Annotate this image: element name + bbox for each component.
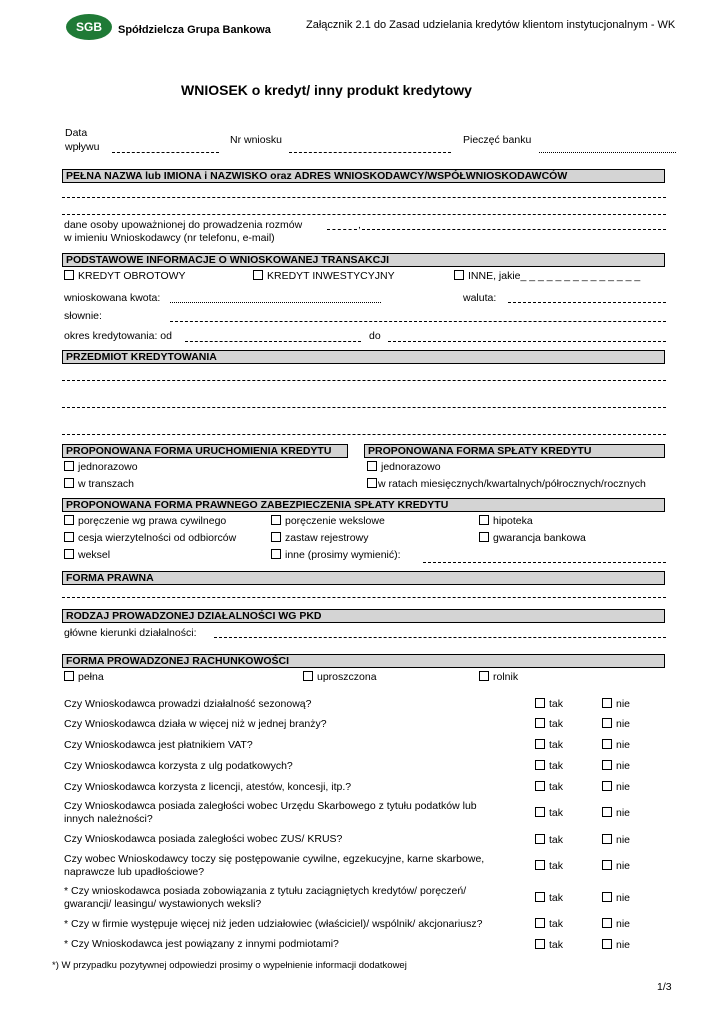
- answer-label: tak: [549, 718, 564, 730]
- q2-no[interactable]: [602, 718, 630, 730]
- period-from-field[interactable]: [185, 341, 361, 342]
- option-label: pełna: [78, 671, 104, 683]
- repay-heading: PROPONOWANA FORMA SPŁATY KREDYTU: [364, 444, 665, 458]
- checkbox[interactable]: [479, 532, 489, 542]
- answer-label: tak: [549, 781, 564, 793]
- checkbox[interactable]: [602, 939, 612, 949]
- period-to-label: do: [369, 330, 381, 342]
- currency-field[interactable]: [508, 302, 666, 303]
- subject-line-1[interactable]: [62, 380, 666, 381]
- question-8: Czy wobec Wnioskodawcy toczy się postępowanie cywilne, egzekucyjne, karne skarbowe, naprawcze lub upadłościowe?: [64, 853, 485, 878]
- question-3: Czy Wnioskodawca jest płatnikiem VAT?: [64, 739, 253, 751]
- page-title: WNIOSEK o kredyt/ inny produkt kredytowy: [181, 82, 472, 98]
- stamp-field[interactable]: [539, 152, 676, 153]
- checkbox[interactable]: [64, 671, 74, 681]
- q11-no[interactable]: [602, 939, 630, 951]
- amount-field[interactable]: [170, 302, 381, 303]
- q9-yes[interactable]: [535, 892, 563, 904]
- answer-label: nie: [616, 892, 631, 904]
- option-label: jednorazowo: [381, 461, 441, 473]
- security-civil-guarantee-option[interactable]: [64, 515, 226, 527]
- legal-form-line[interactable]: [62, 597, 666, 598]
- q1-yes[interactable]: [535, 698, 563, 710]
- answer-label: tak: [549, 739, 564, 751]
- credit-working-option[interactable]: [64, 270, 186, 282]
- q8-yes[interactable]: [535, 860, 563, 872]
- option-label: KREDYT OBROTOWY: [78, 270, 186, 282]
- security-other-field[interactable]: [423, 562, 666, 563]
- checkbox[interactable]: [367, 461, 377, 471]
- accounting-heading: FORMA PROWADZONEJ RACHUNKOWOŚCI: [62, 654, 665, 668]
- q6-no[interactable]: [602, 807, 630, 819]
- words-field[interactable]: [170, 321, 666, 322]
- checkbox[interactable]: [535, 834, 545, 844]
- q4-no[interactable]: [602, 760, 630, 772]
- answer-label: nie: [616, 918, 631, 930]
- question-2: Czy Wnioskodawca działa w więcej niż w jednej branży?: [64, 718, 327, 730]
- question-1: Czy Wnioskodawca prowadzi działalność sezonową?: [64, 698, 312, 710]
- checkbox[interactable]: [602, 781, 612, 791]
- question-5: Czy Wnioskodawca korzysta z licencji, atestów, koncesji, itp.?: [64, 781, 352, 793]
- checkbox[interactable]: [535, 892, 545, 902]
- launch-tranches-option[interactable]: [64, 478, 134, 490]
- accounting-simplified-option[interactable]: [303, 671, 377, 683]
- subject-heading: PRZEDMIOT KREDYTOWANIA: [62, 350, 665, 364]
- contact-label-1: dane osoby upoważnionej do prowadzenia rozmów: [64, 219, 303, 231]
- option-label: hipoteka: [493, 515, 533, 527]
- question-6: Czy Wnioskodawca posiada zaległości wobec Urzędu Skarbowego z tytułu podatków lub innych należności?: [64, 800, 477, 825]
- answer-label: nie: [616, 834, 631, 846]
- answer-label: nie: [616, 718, 631, 730]
- page-number: 1/3: [657, 981, 672, 993]
- checkbox[interactable]: [303, 671, 313, 681]
- directions-field[interactable]: [214, 637, 666, 638]
- pkd-heading: RODZAJ PROWADZONEJ DZIAŁALNOŚCI WG PKD: [62, 609, 665, 623]
- nr-field[interactable]: [289, 152, 451, 153]
- accounting-farmer-option[interactable]: [479, 671, 518, 683]
- question-10: * Czy w firmie występuje więcej niż jeden udziałowiec (właściciel)/ wspólnik/ akcjonariusz?: [64, 918, 483, 930]
- answer-label: nie: [616, 807, 631, 819]
- footnote: *) W przypadku pozytywnej odpowiedzi prosimy o wypełnienie informacji dodatkowej: [52, 960, 407, 971]
- q6-yes[interactable]: [535, 807, 563, 819]
- applicant-heading: PEŁNA NAZWA lub IMIONA i NAZWISKO oraz ADRES WNIOSKODAWCY/WSPÓŁWNIOSKODAWCÓW: [62, 169, 665, 183]
- answer-label: tak: [549, 834, 564, 846]
- security-bank-guarantee-option[interactable]: [479, 532, 586, 544]
- contact-label-2: w imieniu Wnioskodawcy (nr telefonu, e-mail): [64, 232, 275, 244]
- answer-label: tak: [549, 939, 564, 951]
- checkbox[interactable]: [535, 918, 545, 928]
- option-label: w ratach miesięcznych/kwartalnych/półrocznych/rocznych: [378, 478, 646, 490]
- checkbox[interactable]: [479, 671, 489, 681]
- period-from-label: okres kredytowania: od: [64, 330, 172, 342]
- q5-yes[interactable]: [535, 781, 563, 793]
- option-label: INNE, jakie_ _ _ _ _ _ _ _ _ _ _ _ _ _: [468, 270, 641, 282]
- answer-label: tak: [549, 760, 564, 772]
- option-label: KREDYT INWESTYCYJNY: [267, 270, 395, 282]
- q7-no[interactable]: [602, 834, 630, 846]
- subject-line-3[interactable]: [62, 434, 666, 435]
- checkbox[interactable]: [535, 718, 545, 728]
- launch-heading: PROPONOWANA FORMA URUCHOMIENIA KREDYTU: [62, 444, 348, 458]
- checkbox[interactable]: [271, 549, 281, 559]
- checkbox[interactable]: [64, 549, 74, 559]
- repay-once-option[interactable]: [367, 461, 441, 473]
- answer-label: nie: [616, 698, 631, 710]
- checkbox[interactable]: [454, 270, 464, 280]
- answer-label: nie: [616, 860, 631, 872]
- answer-label: tak: [549, 918, 564, 930]
- question-7: Czy Wnioskodawca posiada zaległości wobec ZUS/ KRUS?: [64, 833, 343, 845]
- security-cession-option[interactable]: [64, 532, 236, 544]
- words-label: słownie:: [64, 310, 102, 322]
- option-label: zastaw rejestrowy: [285, 532, 369, 544]
- answer-label: nie: [616, 939, 631, 951]
- checkbox[interactable]: [602, 834, 612, 844]
- option-label: poręczenie wekslowe: [285, 515, 385, 527]
- nr-label: Nr wniosku: [230, 134, 282, 146]
- q2-yes[interactable]: [535, 718, 563, 730]
- option-label: weksel: [78, 549, 111, 561]
- q7-yes[interactable]: [535, 834, 563, 846]
- credit-investment-option[interactable]: [253, 270, 395, 282]
- stamp-label: Pieczęć banku: [463, 134, 532, 146]
- checkbox[interactable]: [64, 461, 74, 471]
- checkbox[interactable]: [367, 478, 377, 488]
- annex-label: Załącznik 2.1 do Zasad udzielania kredytów klientom instytucjonalnym - WK: [306, 19, 676, 31]
- answer-label: nie: [616, 760, 631, 772]
- answer-label: tak: [549, 807, 564, 819]
- checkbox[interactable]: [271, 532, 281, 542]
- checkbox[interactable]: [271, 515, 281, 525]
- security-bill-guarantee-option[interactable]: [271, 515, 385, 527]
- date-field[interactable]: [112, 152, 219, 153]
- checkbox[interactable]: [602, 892, 612, 902]
- repay-installments-option[interactable]: [367, 478, 646, 490]
- q10-yes[interactable]: [535, 918, 563, 930]
- q1-no[interactable]: [602, 698, 630, 710]
- checkbox[interactable]: [64, 270, 74, 280]
- checkbox[interactable]: [479, 515, 489, 525]
- option-label: poręczenie wg prawa cywilnego: [78, 515, 227, 527]
- checkbox[interactable]: [602, 718, 612, 728]
- q5-no[interactable]: [602, 781, 630, 793]
- period-to-field[interactable]: [388, 341, 666, 342]
- q3-yes[interactable]: [535, 739, 563, 751]
- checkbox[interactable]: [602, 698, 612, 708]
- q8-no[interactable]: [602, 860, 630, 872]
- legal-form-heading: FORMA PRAWNA: [62, 571, 665, 585]
- answer-label: nie: [616, 739, 631, 751]
- security-heading: PROPONOWANA FORMA PRAWNEGO ZABEZPIECZENIA SPŁATY KREDYTU: [62, 498, 665, 512]
- launch-once-option[interactable]: [64, 461, 138, 473]
- checkbox[interactable]: [64, 532, 74, 542]
- option-label: gwarancja bankowa: [493, 532, 586, 544]
- applicant-line-2[interactable]: [62, 214, 666, 215]
- q9-no[interactable]: [602, 892, 630, 904]
- credit-other-option[interactable]: [454, 270, 640, 282]
- amount-label: wnioskowana kwota:: [64, 292, 161, 304]
- checkbox[interactable]: [602, 760, 612, 770]
- checkbox[interactable]: [64, 515, 74, 525]
- option-label: cesja wierzytelności od odbiorców: [78, 532, 237, 544]
- checkbox[interactable]: [602, 739, 612, 749]
- checkbox[interactable]: [535, 739, 545, 749]
- question-11: * Czy Wnioskodawca jest powiązany z innymi podmiotami?: [64, 938, 339, 950]
- sgb-logo: SGB: [66, 14, 112, 40]
- contact-field-1[interactable]: [327, 229, 357, 230]
- basic-heading: PODSTAWOWE INFORMACJE O WNIOSKOWANEJ TRANSAKCJI: [62, 253, 665, 267]
- applicant-line-1[interactable]: [62, 197, 666, 198]
- accounting-full-option[interactable]: [64, 671, 104, 683]
- q3-no[interactable]: [602, 739, 630, 751]
- answer-label: nie: [616, 781, 631, 793]
- bank-name: Spółdzielcza Grupa Bankowa: [118, 24, 271, 36]
- checkbox[interactable]: [535, 760, 545, 770]
- checkbox[interactable]: [535, 698, 545, 708]
- q10-no[interactable]: [602, 918, 630, 930]
- option-label: inne (prosimy wymienić):: [285, 549, 401, 561]
- checkbox[interactable]: [535, 807, 545, 817]
- security-pledge-option[interactable]: [271, 532, 368, 544]
- checkbox[interactable]: [253, 270, 263, 280]
- directions-label: główne kierunki działalności:: [64, 627, 197, 639]
- q4-yes[interactable]: [535, 760, 563, 772]
- checkbox[interactable]: [602, 807, 612, 817]
- option-label: jednorazowo: [78, 461, 138, 473]
- checkbox[interactable]: [535, 781, 545, 791]
- option-label: uproszczona: [317, 671, 377, 683]
- currency-label: waluta:: [463, 292, 497, 304]
- checkbox[interactable]: [535, 860, 545, 870]
- date-label-2: wpływu: [65, 141, 100, 153]
- question-9: * Czy wnioskodawca posiada zobowiązania z tytułu zaciągniętych kredytów/ poręczeń/ gwarancji/ leasingu/ wystawionych weksli?: [64, 885, 467, 910]
- contact-field-2[interactable]: [362, 229, 666, 230]
- checkbox[interactable]: [64, 478, 74, 488]
- answer-label: tak: [549, 860, 564, 872]
- q11-yes[interactable]: [535, 939, 563, 951]
- date-label-1: Data: [65, 127, 88, 139]
- subject-line-2[interactable]: [62, 407, 666, 408]
- option-label: rolnik: [493, 671, 519, 683]
- checkbox[interactable]: [602, 918, 612, 928]
- checkbox[interactable]: [535, 939, 545, 949]
- option-label: w transzach: [78, 478, 135, 490]
- security-mortgage-option[interactable]: [479, 515, 533, 527]
- answer-label: tak: [549, 892, 564, 904]
- security-bill-option[interactable]: [64, 549, 110, 561]
- contact-comma: ,: [358, 219, 361, 231]
- checkbox[interactable]: [602, 860, 612, 870]
- security-other-option[interactable]: [271, 549, 401, 561]
- answer-label: tak: [549, 698, 564, 710]
- question-4: Czy Wnioskodawca korzysta z ulg podatkowych?: [64, 760, 293, 772]
